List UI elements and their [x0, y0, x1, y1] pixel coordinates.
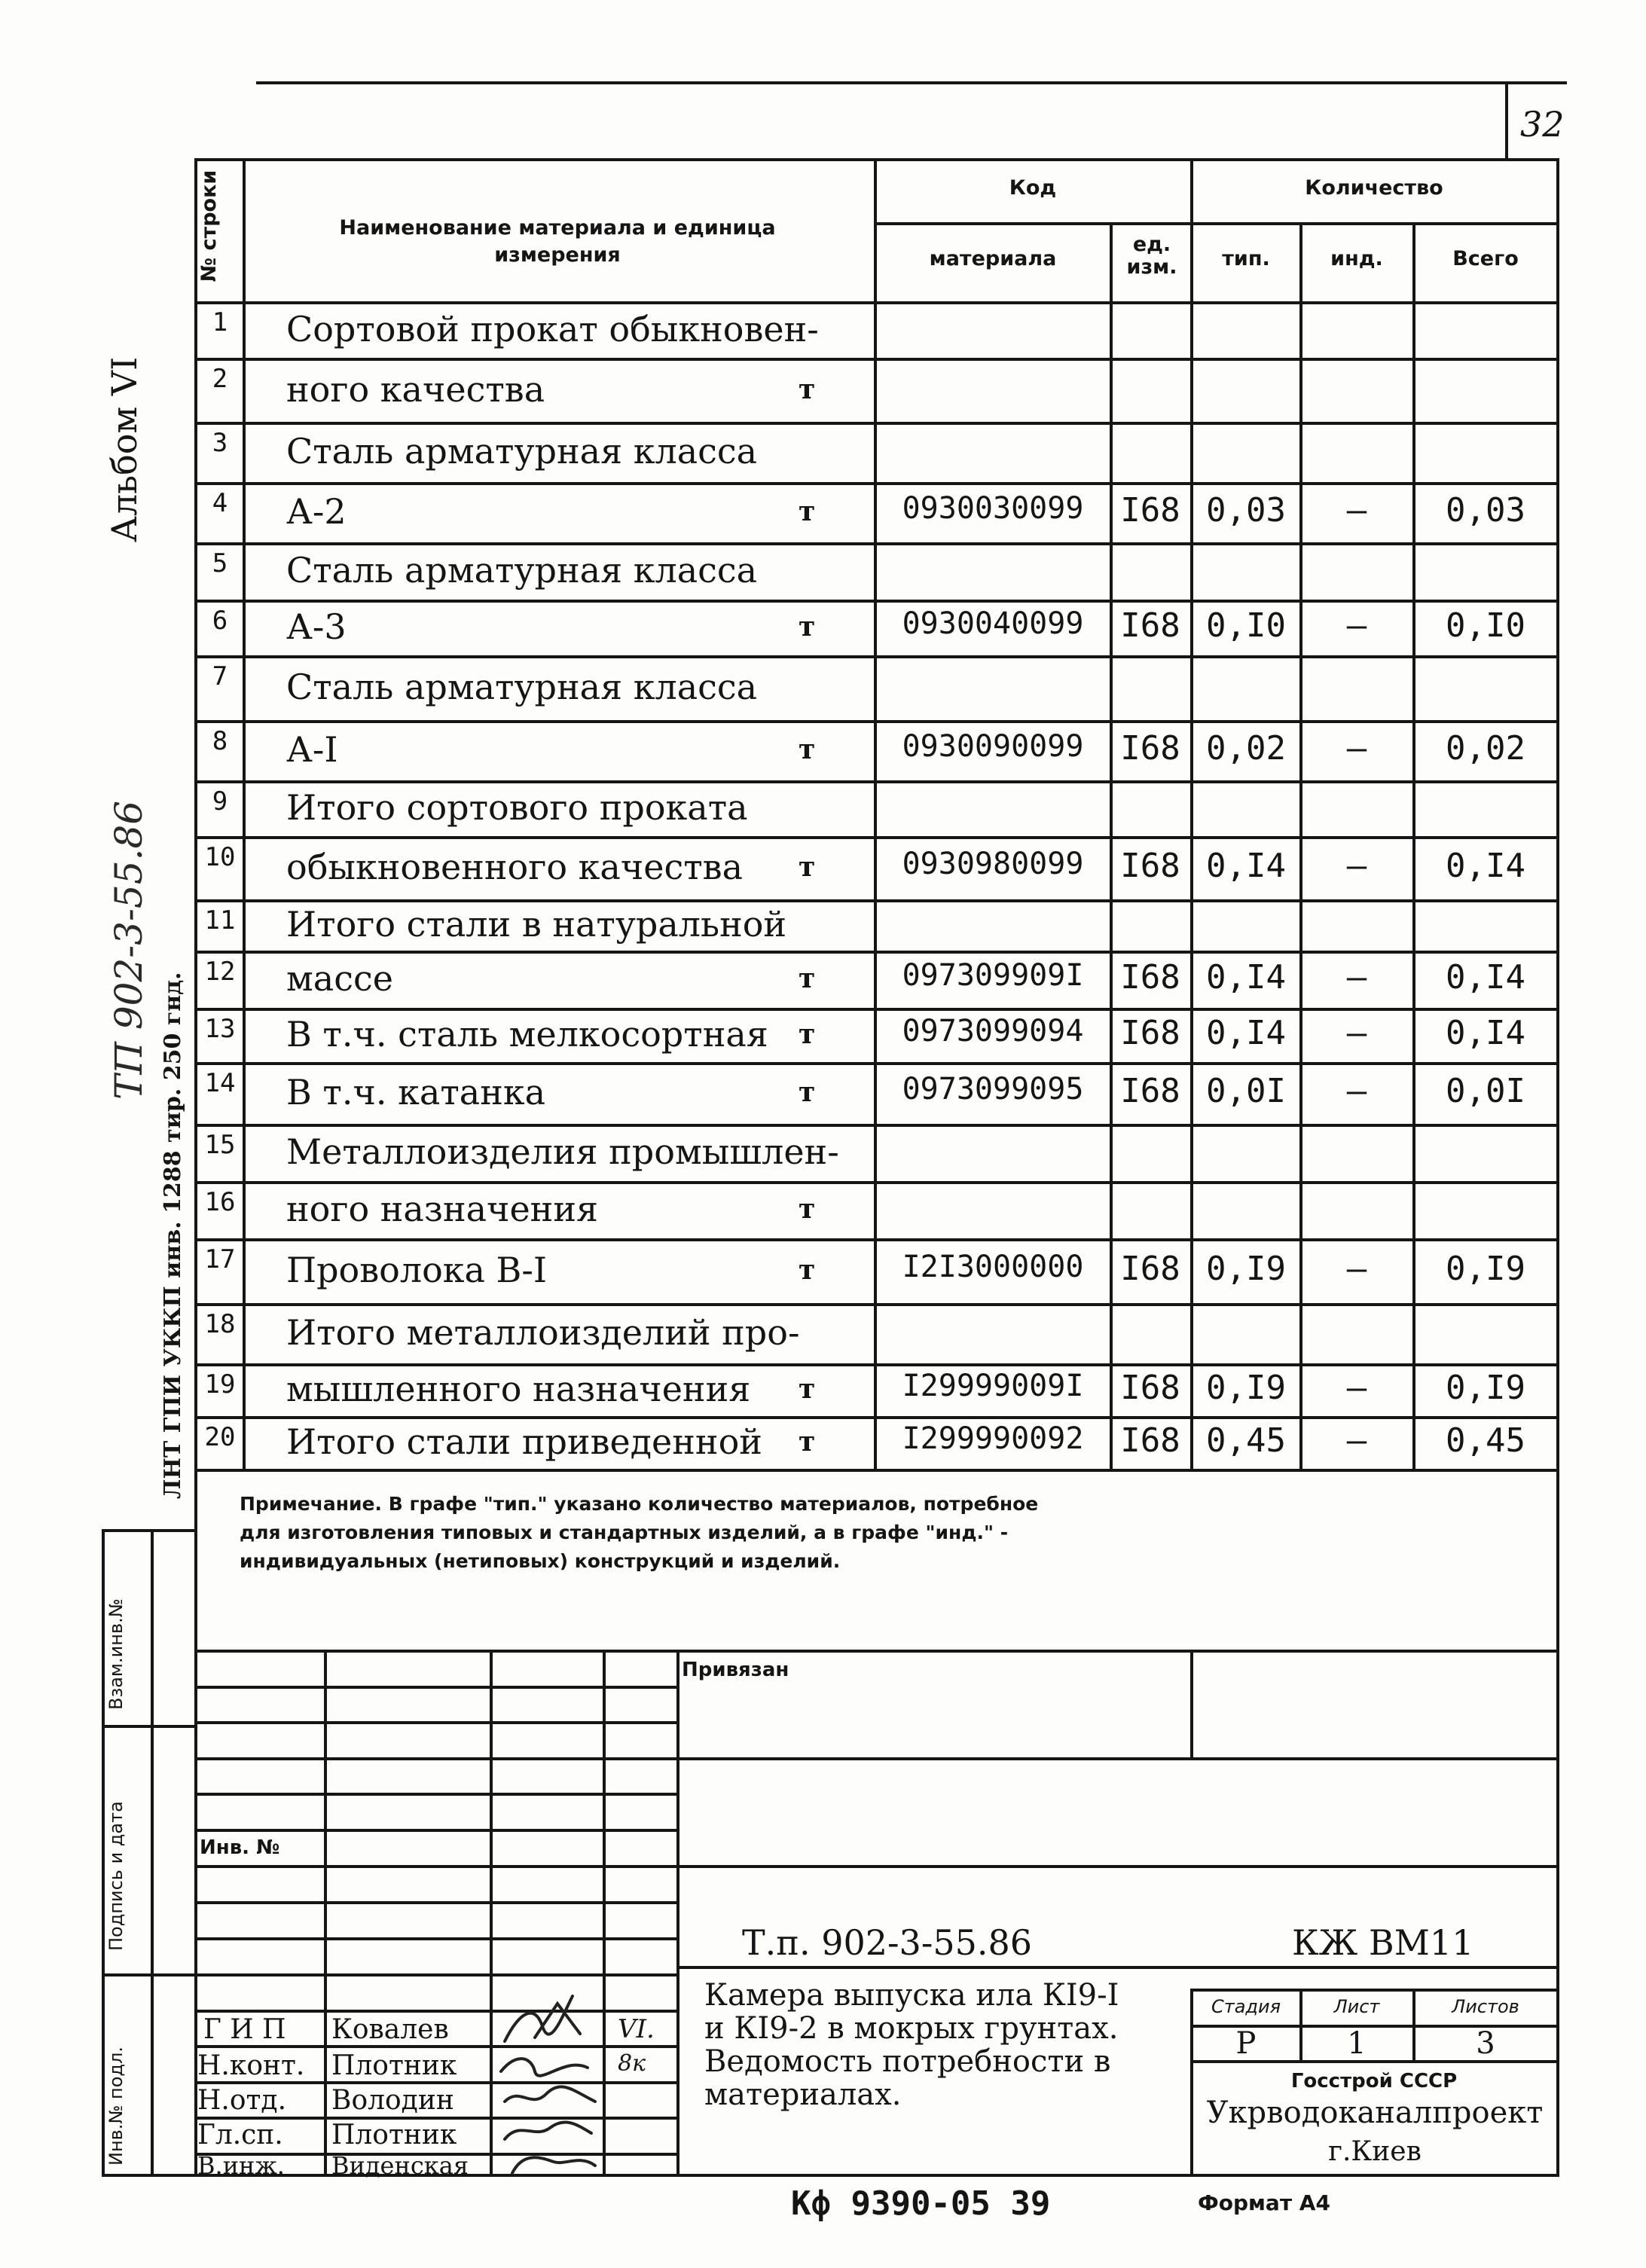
- role-n-kont: Н.конт.: [197, 2050, 305, 2081]
- row-qty-ind: –: [1346, 1369, 1367, 1407]
- row-number: 8: [212, 726, 228, 756]
- row-unit-code: I68: [1120, 1421, 1180, 1460]
- header-qty-typ: тип.: [1222, 247, 1270, 270]
- row-number: 7: [212, 661, 228, 691]
- row-unit-code: I68: [1120, 847, 1180, 885]
- row-qty-ind: –: [1346, 606, 1367, 645]
- strip-vzam-inv: Взам.инв.№: [105, 1598, 127, 1710]
- page-number: 32: [1520, 104, 1565, 145]
- row-divider: [194, 899, 1558, 902]
- row-divider: [194, 1008, 1558, 1011]
- name-kovalev: Ковалев: [331, 2014, 449, 2045]
- header-code-unit: ед. изм.: [1126, 233, 1177, 279]
- row-unit-code: I68: [1120, 1072, 1180, 1110]
- row-divider: [194, 1238, 1558, 1241]
- row-number: 10: [204, 842, 236, 872]
- row-number: 19: [204, 1369, 236, 1400]
- row-number: 4: [212, 488, 228, 518]
- strip-inv-original: Инв.№ подл.: [105, 2047, 127, 2166]
- name-videnskaya: Виденская: [331, 2151, 469, 2180]
- date-1: VI.: [618, 2014, 655, 2044]
- row-qty-ind: –: [1346, 958, 1367, 997]
- row-material-name: Сталь арматурная класса: [286, 667, 758, 707]
- row-divider: [194, 720, 1558, 723]
- row-material-name: ного качества: [286, 368, 545, 410]
- header-row-number: № строки: [197, 169, 221, 282]
- title-line-2: и КI9-2 в мокрых грунтах.: [704, 2011, 1119, 2046]
- row-unit-code: I68: [1120, 1014, 1180, 1052]
- privyazan-label: Привязан: [682, 1659, 789, 1681]
- row-qty-ind: –: [1346, 1014, 1367, 1052]
- strip-signature-date: Подпись и дата: [105, 1801, 127, 1951]
- row-qty-ind: –: [1346, 1421, 1367, 1460]
- row-material-name: Итого металлоизделий про-: [286, 1312, 800, 1353]
- row-number: 13: [204, 1014, 236, 1044]
- row-qty-total: 0,0I: [1446, 1072, 1525, 1110]
- date-2: 8к: [618, 2050, 646, 2077]
- sheet-value: 1: [1347, 2026, 1367, 2061]
- name-plotnik-2: Плотник: [331, 2120, 457, 2150]
- row-number: 1: [212, 307, 228, 337]
- row-unit-code: I68: [1120, 958, 1180, 997]
- row-material-code: 0930040099: [902, 606, 1084, 641]
- document-code: Т.п. 902-3-55.86: [742, 1922, 1033, 1963]
- row-qty-ind: –: [1346, 1072, 1367, 1110]
- row-unit: т: [799, 1193, 816, 1225]
- row-unit-code: I68: [1120, 606, 1180, 645]
- row-qty-typ: 0,I9: [1206, 1250, 1286, 1288]
- row-unit: т: [799, 963, 816, 994]
- row-number: 11: [204, 905, 236, 936]
- row-qty-total: 0,45: [1446, 1421, 1525, 1460]
- row-qty-ind: –: [1346, 847, 1367, 885]
- row-material-code: I29999009I: [902, 1369, 1084, 1403]
- row-unit: т: [799, 373, 816, 405]
- row-material-name: В т.ч. катанка: [286, 1072, 546, 1113]
- row-divider: [194, 1124, 1558, 1127]
- sheets-label: Листов: [1452, 1996, 1519, 2017]
- row-material-name: мышленного назначения: [286, 1369, 751, 1409]
- row-number: 9: [212, 786, 228, 817]
- row-number: 5: [212, 548, 228, 578]
- role-v-inzh: В.инж.: [197, 2151, 285, 2180]
- sheet-label: Лист: [1333, 1996, 1380, 2017]
- row-number: 2: [212, 364, 228, 394]
- row-qty-typ: 0,0I: [1206, 1072, 1286, 1110]
- row-unit: т: [799, 611, 816, 643]
- table-note: Примечание. В графе "тип." указано количество материалов, потребное для изготовления типовых и стандартных изделий, а в графе "инд." - индивидуальных (нетиповых) конструкций и изделий.: [240, 1493, 1039, 1572]
- row-qty-ind: –: [1346, 729, 1367, 768]
- row-divider: [194, 1062, 1558, 1065]
- row-material-name: обыкновенного качества: [286, 847, 743, 887]
- row-divider: [194, 1416, 1558, 1419]
- side-handwritten-code: ТП 902-3-55.86: [107, 800, 151, 1100]
- org-line-1: Госстрой СССР: [1290, 2070, 1458, 2092]
- row-qty-total: 0,I4: [1446, 847, 1525, 885]
- row-number: 3: [212, 428, 228, 458]
- row-divider: [194, 1303, 1558, 1306]
- row-unit: т: [799, 1373, 816, 1405]
- row-material-code: 0930980099: [902, 847, 1084, 881]
- row-divider: [194, 1181, 1558, 1184]
- org-line-2: Укрводоканалпроект: [1206, 2096, 1544, 2130]
- footer-format: Формат А4: [1198, 2190, 1330, 2215]
- row-material-code: I2I3000000: [902, 1250, 1084, 1284]
- row-qty-typ: 0,02: [1206, 729, 1286, 768]
- row-material-name: Проволока В-I: [286, 1250, 548, 1290]
- row-divider: [194, 1363, 1558, 1366]
- header-code-group: Код: [1009, 176, 1057, 200]
- header-qty-total: Всего: [1452, 247, 1519, 270]
- row-divider: [194, 482, 1558, 485]
- name-plotnik-1: Плотник: [331, 2050, 457, 2081]
- row-number: 6: [212, 606, 228, 636]
- row-unit: т: [799, 496, 816, 527]
- sheets-value: 3: [1476, 2026, 1495, 2061]
- row-unit: т: [799, 1426, 816, 1458]
- row-material-name: Сталь арматурная класса: [286, 431, 758, 472]
- header-qty-group: Количество: [1305, 176, 1443, 200]
- row-unit: т: [799, 734, 816, 765]
- row-unit-code: I68: [1120, 1250, 1180, 1288]
- row-unit-code: I68: [1120, 1369, 1180, 1407]
- row-number: 16: [204, 1187, 236, 1217]
- role-n-otd: Н.отд.: [197, 2085, 287, 2116]
- row-unit-code: I68: [1120, 491, 1180, 530]
- stage-value: Р: [1235, 2026, 1257, 2061]
- row-qty-ind: –: [1346, 1250, 1367, 1288]
- stage-label: Стадия: [1211, 1996, 1281, 2017]
- header-material-name: Наименование материала и единица измерения: [339, 216, 776, 267]
- row-unit: т: [799, 1018, 816, 1050]
- row-divider: [194, 600, 1558, 603]
- row-qty-total: 0,I9: [1446, 1250, 1525, 1288]
- row-material-code: 0973099094: [902, 1014, 1084, 1049]
- row-material-name: Металлоизделия промышлен-: [286, 1131, 839, 1172]
- row-qty-typ: 0,45: [1206, 1421, 1286, 1460]
- row-material-name: Итого стали в натуральной: [286, 904, 787, 945]
- row-unit: т: [799, 1076, 816, 1108]
- row-qty-typ: 0,I4: [1206, 847, 1286, 885]
- row-number: 20: [204, 1422, 236, 1452]
- row-material-name: ного назначения: [286, 1189, 598, 1229]
- row-qty-typ: 0,I0: [1206, 606, 1286, 645]
- role-gip: Г И П: [203, 2014, 286, 2045]
- row-material-name: А-2: [286, 491, 347, 532]
- signature-marks: [490, 1989, 603, 2177]
- row-qty-ind: –: [1346, 491, 1367, 530]
- row-qty-total: 0,I4: [1446, 958, 1525, 997]
- row-material-name: массе: [286, 958, 393, 999]
- row-number: 17: [204, 1244, 236, 1274]
- row-qty-total: 0,I0: [1446, 606, 1525, 645]
- row-divider: [194, 780, 1558, 783]
- row-qty-total: 0,03: [1446, 491, 1525, 530]
- title-line-1: Камера выпуска ила КI9-I: [704, 1978, 1119, 2013]
- header-qty-ind: инд.: [1330, 247, 1383, 270]
- row-number: 18: [204, 1309, 236, 1339]
- row-divider: [194, 422, 1558, 425]
- row-qty-typ: 0,I4: [1206, 1014, 1286, 1052]
- row-material-code: I299990092: [902, 1421, 1084, 1456]
- title-line-4: материалах.: [704, 2077, 902, 2112]
- row-number: 15: [204, 1130, 236, 1160]
- row-material-name: А-I: [286, 729, 338, 770]
- row-material-name: В т.ч. сталь мелкосортная: [286, 1014, 768, 1055]
- footer-archive-code: Кф 9390-05 39: [791, 2184, 1051, 2223]
- role-gl-sp: Гл.сп.: [197, 2120, 283, 2150]
- row-qty-typ: 0,I4: [1206, 958, 1286, 997]
- row-qty-total: 0,I4: [1446, 1014, 1525, 1052]
- row-divider: [194, 951, 1558, 954]
- row-material-code: 0973099095: [902, 1072, 1084, 1107]
- row-qty-typ: 0,I9: [1206, 1369, 1286, 1407]
- title-line-3: Ведомость потребности в: [704, 2044, 1111, 2079]
- row-material-code: 0930030099: [902, 491, 1084, 526]
- side-album-label: Альбом VI: [104, 356, 145, 542]
- row-divider: [194, 542, 1558, 545]
- row-material-name: Сталь арматурная класса: [286, 550, 758, 591]
- row-divider: [194, 358, 1558, 361]
- row-qty-total: 0,I9: [1446, 1369, 1525, 1407]
- row-number: 14: [204, 1068, 236, 1098]
- row-divider: [194, 836, 1558, 839]
- row-material-code: 097309909I: [902, 958, 1084, 993]
- row-unit: т: [799, 1254, 816, 1286]
- side-archive-stamp: ЛНТ ГПИ УККП инв. 1288 тир. 250 гнд.: [160, 972, 186, 1499]
- row-qty-typ: 0,03: [1206, 491, 1286, 530]
- row-material-code: 0930090099: [902, 729, 1084, 764]
- row-unit-code: I68: [1120, 729, 1180, 768]
- document-mark: КЖ ВМ11: [1292, 1922, 1474, 1963]
- row-material-name: Сортовой прокат обыкновен-: [286, 308, 819, 350]
- org-line-3: г.Киев: [1328, 2136, 1422, 2167]
- row-number: 12: [204, 957, 236, 987]
- inv-no-label: Инв. №: [200, 1836, 280, 1859]
- row-material-name: Итого сортового проката: [286, 787, 748, 828]
- header-code-material: материала: [929, 247, 1057, 270]
- row-material-name: Итого стали приведенной: [286, 1421, 762, 1462]
- row-unit: т: [799, 851, 816, 883]
- name-volodin: Володин: [331, 2085, 454, 2116]
- row-qty-total: 0,02: [1446, 729, 1525, 768]
- row-material-name: А-3: [286, 606, 347, 647]
- row-divider: [194, 655, 1558, 658]
